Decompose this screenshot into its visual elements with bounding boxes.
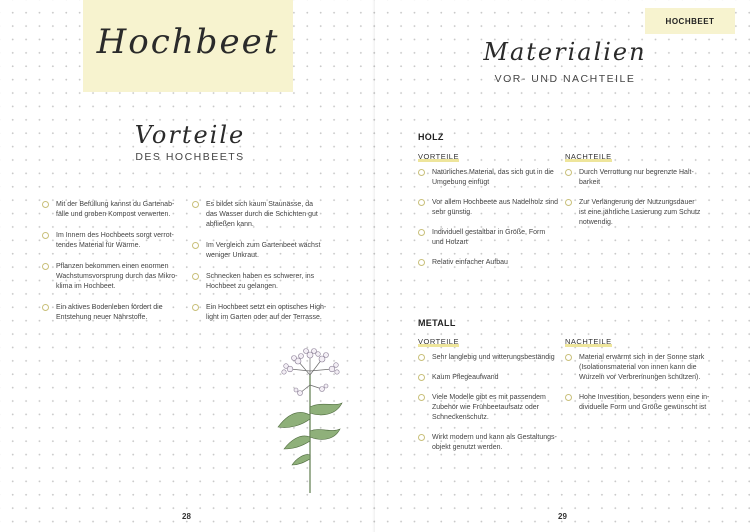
- metall-vorteile-list: [418, 353, 563, 462]
- section-title: Vorteile: [134, 121, 246, 149]
- right-page: [375, 0, 750, 532]
- bullet-icon: [42, 201, 49, 208]
- list-item: Kaum Pflegeaufwand: [418, 373, 563, 383]
- list-item: Material erwärmt sich in der Sonne stark (Isolationsmaterial von innen kann die Wurzeln vor Verbrennungen schützen).: [565, 353, 717, 383]
- list-item: Individuell gestaltbar in Größe, Form und Holzart: [418, 228, 563, 248]
- bullet-icon: [192, 201, 199, 208]
- bullet-icon: [418, 169, 425, 176]
- list-item: Natürliches Material, das sich gut in die Umgebung einfügt: [418, 168, 563, 188]
- page-number: 29: [558, 512, 567, 521]
- list-item: Ein Hochbeet setzt ein optisches High- light im Garten oder auf der Terrasse.: [192, 303, 342, 323]
- bullet-icon: [42, 304, 49, 311]
- section-heading-holz: HOLZ: [418, 132, 444, 142]
- bullet-icon: [418, 374, 425, 381]
- nachteile-label: NACHTEILE: [565, 152, 612, 161]
- title-block: [83, 0, 293, 92]
- bullet-icon: [192, 273, 199, 280]
- list-item: Schnecken haben es schwerer, ins Hochbeet zu gelangen.: [192, 272, 342, 292]
- plant-illustration-icon: [270, 345, 350, 495]
- list-item: Im Innern des Hochbeets sorgt verrot- tendes Material für Wärme.: [42, 231, 192, 251]
- bullet-icon: [418, 259, 425, 266]
- list-item: Relativ einfacher Aufbau: [418, 258, 563, 268]
- bullet-icon: [192, 304, 199, 311]
- list-item: Vor allem Hochbeete aus Nadelholz sind sehr günstig.: [418, 198, 563, 218]
- page-subtitle: VOR- UND NACHTEILE: [494, 73, 636, 85]
- holz-nachteile-list: [565, 168, 715, 237]
- vorteile-label: VORTEILE: [418, 337, 459, 346]
- list-item: Zur Verlängerung der Nutzungsdauer ist eine jährliche Lasierung zum Schutz notwendig.: [565, 198, 715, 228]
- bullet-icon: [565, 169, 572, 176]
- list-item: Wirkt modern und kann als Gestaltungs- objekt genutzt werden.: [418, 433, 563, 453]
- section-subtitle: DES HOCHBEETS: [135, 151, 245, 163]
- page-number: 28: [182, 512, 191, 521]
- bullet-icon: [565, 354, 572, 361]
- bullet-icon: [42, 263, 49, 270]
- list-item: Hohe Investition, besonders wenn eine in- dividuelle Form und Größe gewünscht ist: [565, 393, 717, 413]
- nachteile-label: NACHTEILE: [565, 337, 612, 346]
- page-title: Hochbeet: [96, 22, 280, 62]
- list-item: Viele Modelle gibt es mit passendem Zubehör wie Frühbeetaufsatz oder Schneckenschutz.: [418, 393, 563, 423]
- bullet-icon: [418, 434, 425, 441]
- bullet-icon: [565, 394, 572, 401]
- page-title: Materialien: [483, 38, 647, 66]
- list-item: Pflanzen bekommen einen enormen Wachstumsvorsprung durch das Mikro- klima im Hochbeet.: [42, 262, 192, 292]
- advantages-column-1: [42, 200, 192, 332]
- bullet-icon: [565, 199, 572, 206]
- bullet-icon: [42, 232, 49, 239]
- bullet-icon: [418, 394, 425, 401]
- section-heading-metall: METALL: [418, 318, 456, 328]
- bullet-icon: [418, 354, 425, 361]
- vorteile-label: VORTEILE: [418, 152, 459, 161]
- bullet-icon: [418, 229, 425, 236]
- list-item: Durch Verrottung nur begrenzte Halt- barkeit: [565, 168, 715, 188]
- list-item: Mit der Befüllung kannst du Gartenab- fälle und groben Kompost verwerten.: [42, 200, 192, 220]
- advantages-column-2: [192, 200, 342, 332]
- chapter-tab: HOCHBEET: [645, 8, 735, 34]
- list-item: Im Vergleich zum Gartenbeet wächst weniger Unkraut.: [192, 241, 342, 261]
- list-item: Sehr langlebig und witterungsbeständig: [418, 353, 563, 363]
- bullet-icon: [418, 199, 425, 206]
- list-item: Es bildet sich kaum Staunässe, da das Wasser durch die Schichten gut abfließen kann.: [192, 200, 342, 230]
- list-item: Ein aktives Bodenleben fördert die Entstehung neuer Nährstoffe.: [42, 303, 192, 323]
- metall-nachteile-list: [565, 353, 717, 422]
- bullet-icon: [192, 242, 199, 249]
- holz-vorteile-list: [418, 168, 563, 277]
